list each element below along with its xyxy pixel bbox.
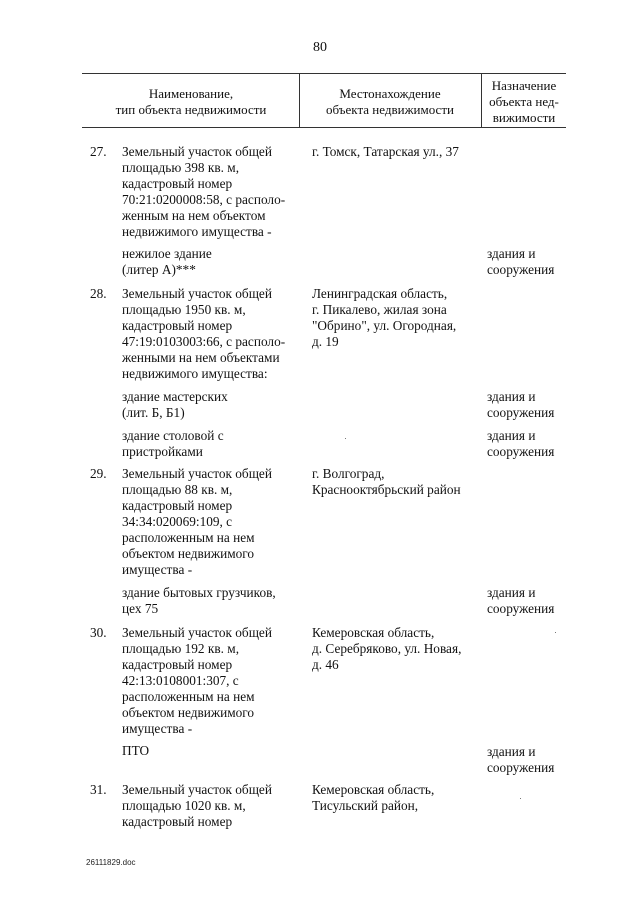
entry-number: 31. xyxy=(90,782,107,797)
scan-speck xyxy=(345,438,346,439)
entry-name: Земельный участок общей площадью 88 кв. м, кадастровый номер 34:34:020069:109, с расположенным на нем объектом недвижимого имущества - xyxy=(122,466,272,577)
entry-name: Земельный участок общей площадью 1950 кв. м, кадастровый номер 47:19:0103003:66, с располо- женными на нем объектами недвижимого имущества: xyxy=(122,286,286,381)
entry-number: 30. xyxy=(90,625,107,640)
sub-object-purpose: здания и сооружения xyxy=(487,744,555,775)
entry-location: Кемеровская область, д. Серебряково, ул. Новая, д. 46 xyxy=(312,625,462,672)
entry-name: Земельный участок общей площадью 1020 кв. м, кадастровый номер xyxy=(122,782,272,829)
entry-location: г. Волгоград, Краснооктябрьский район xyxy=(312,466,461,497)
entry-location: Кемеровская область, Тисульский район, xyxy=(312,782,435,813)
entry-name: Земельный участок общей площадью 192 кв. м, кадастровый номер 42:13:0108001:307, с расположенным на нем объектом недвижимого имущества - xyxy=(122,625,272,736)
entry-location: г. Томск, Татарская ул., 37 xyxy=(312,144,459,159)
sub-object-name: ПТО xyxy=(122,743,150,758)
sub-object-name: здание столовой с пристройками xyxy=(122,428,224,459)
sub-object-purpose: здания и сооружения xyxy=(487,246,555,277)
scan-speck xyxy=(520,798,521,799)
entry-number: 28. xyxy=(90,286,107,301)
sub-object-name: здание бытовых грузчиков, цех 75 xyxy=(122,585,276,616)
sub-object-name: здание мастерских (лит. Б, Б1) xyxy=(122,389,228,420)
header-name-type: Наименование, тип объекта недвижимости xyxy=(115,86,267,117)
sub-object-purpose: здания и сооружения xyxy=(487,428,555,459)
entry-name: Земельный участок общей площадью 398 кв. м, кадастровый номер 70:21:0200008:58, с располо- женным на нем объектом недвижимого имущества - xyxy=(122,144,286,239)
header-top-rule xyxy=(82,73,566,74)
scan-speck xyxy=(555,632,556,633)
page-number: 80 xyxy=(313,40,327,55)
entry-number: 29. xyxy=(90,466,107,481)
entry-location: Ленинградская область, г. Пикалево, жилая зона "Обрино", ул. Огородная, д. 19 xyxy=(312,286,457,349)
sub-object-purpose: здания и сооружения xyxy=(487,389,555,420)
header-purpose: Назначение объекта нед- вижимости xyxy=(489,78,559,125)
header-location: Местонахождение объекта недвижимости xyxy=(326,86,454,117)
document-filename: 26111829.doc xyxy=(86,858,136,867)
sub-object-purpose: здания и сооружения xyxy=(487,585,555,616)
header-bottom-rule xyxy=(82,127,566,128)
entry-number: 27. xyxy=(90,144,107,159)
sub-object-name: нежилое здание (литер А)*** xyxy=(122,246,212,277)
